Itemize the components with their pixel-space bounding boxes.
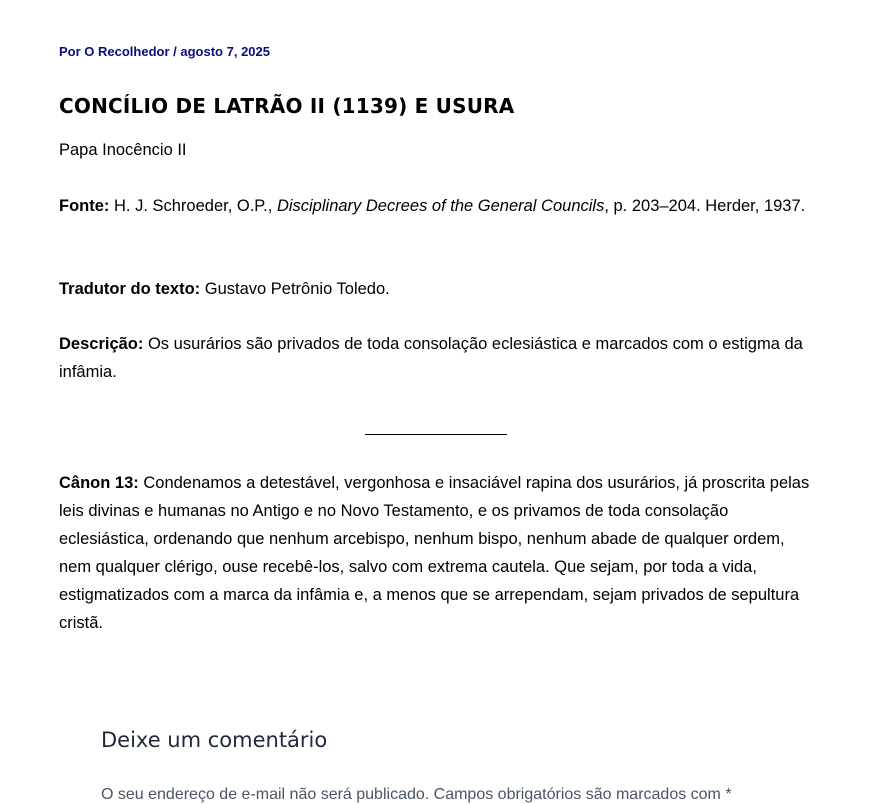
translator-paragraph (59, 275, 811, 303)
pope-line: Papa Inocêncio II (59, 141, 187, 159)
comment-email-note: O seu endereço de e-mail não será publicado. Campos obrigatórios são marcados com * (101, 786, 732, 803)
source-author: H. J. Schroeder, O.P., (109, 197, 277, 215)
description-label: Descrição: (59, 335, 144, 353)
canon-paragraph (59, 469, 811, 637)
source-paragraph (59, 192, 811, 220)
comment-section-title: Deixe um comentário (101, 728, 328, 752)
description-paragraph (59, 330, 811, 386)
source-label: Fonte: (59, 197, 110, 215)
source-book-title: Disciplinary Decrees of the General Councils (276, 197, 605, 215)
canon-value: Condenamos a detestável, vergonhosa e insaciável rapina dos usurários, já proscrita pelas leis divinas e humanas no Antigo e no Novo Testamento, e os privamos de toda consolação eclesiástica, ordenando que nenhum arcebispo, nenhum bispo, nenhum abade de qualquer ordem, nem qualquer clérigo, ouse recebê-los, salvo com extrema cautela. Que sejam, por toda a vida, estigmatizados com a marca da infâmia e, a menos que se arrependam, sejam privados de sepultura cristã. (59, 474, 810, 632)
source-details: , p. 203–204. Herder, 1937. (604, 197, 806, 215)
meta-separator: / (169, 44, 181, 59)
author-link[interactable]: O Recolhedor (84, 44, 170, 59)
canon-label: Cânon 13: (59, 474, 139, 492)
section-divider (365, 434, 507, 435)
translator-label: Tradutor do texto: (59, 280, 201, 298)
date-link[interactable]: agosto 7, 2025 (180, 44, 270, 59)
meta-prefix: Por (59, 44, 85, 59)
translator-value: Gustavo Petrônio Toledo. (200, 280, 390, 298)
page-title: CONCÍLIO DE LATRÃO II (1139) E USURA (59, 94, 515, 118)
post-meta (59, 44, 270, 59)
description-value: Os usurários são privados de toda consolação eclesiástica e marcados com o estigma da infâmia. (59, 335, 803, 381)
